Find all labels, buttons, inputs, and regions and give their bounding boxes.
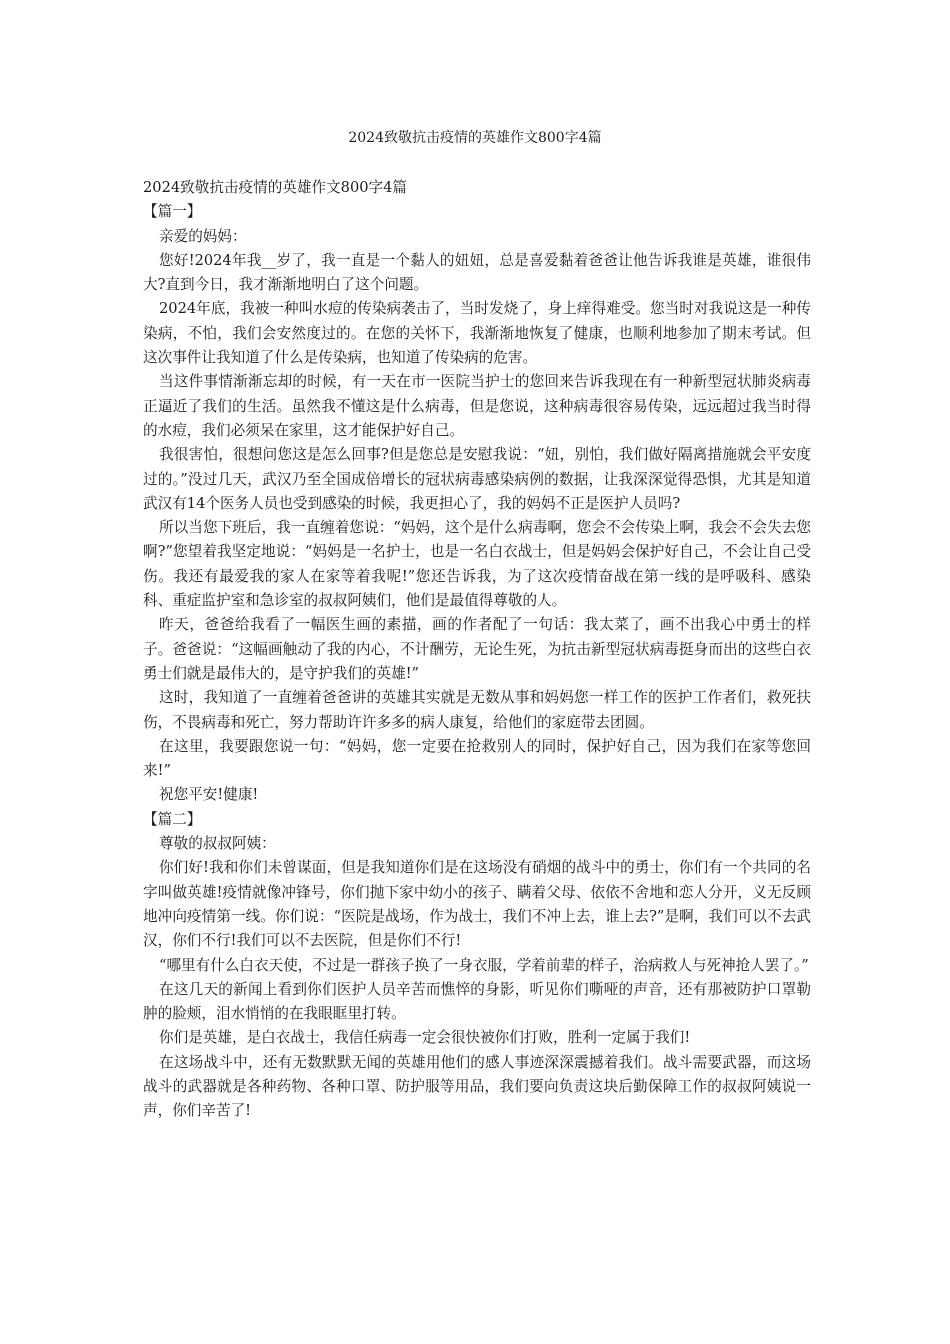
- paragraph: 尊敬的叔叔阿姨：: [159, 835, 276, 853]
- paragraph: 您好!2024年我__岁了，我一直是一个黏人的妞妞，总是喜爱黏着爸爸让他告诉我谁是英雄，谁很伟大?直到今日，我才渐渐地明白了这个问题。: [143, 251, 811, 294]
- paragraph: 在这几天的新闻上看到你们医护人员辛苦而憔悴的身影，听见你们嘶哑的声音，还有那被防护口罩勒肿的脸颊，泪水悄悄的在我眼眶里打转。: [143, 980, 811, 1023]
- paragraph: 当这件事情渐渐忘却的时候，有一天在市一医院当护士的您回来告诉我现在有一种新型冠状肺炎病毒正逼近了我们的生活。虽然我不懂这是什么病毒，但是您说，这种病毒很容易传染，远远超过我当时得的水痘，我们必须呆在家里，这才能保护好自己。: [143, 373, 811, 439]
- section-heading-2: 【篇二】: [143, 810, 202, 828]
- paragraph: 亲爱的妈妈：: [159, 227, 247, 245]
- document-subtitle: 2024致敬抗击疫情的英雄作文800字4篇: [143, 179, 407, 196]
- paragraph: 在这里，我要跟您说一句：“妈妈，您一定要在抢救别人的同时，保护好自己，因为我们在家等您回来!”: [143, 737, 811, 780]
- paragraph: 你们好!我和你们未曾谋面，但是我知道你们是在这场没有硝烟的战斗中的勇士，你们有一个共同的名字叫做英雄!疫情就像冲锋号，你们抛下家中幼小的孩子、瞒着父母、依依不舍地和恋人分开，义无反顾地冲向疫情第一线。你们说：“医院是战场，作为战士，我们不冲上去，谁上去?”是啊，我们可以不去武汉，你们不行!我们可以不去医院，但是你们不行!: [143, 859, 811, 950]
- paragraph: 你们是英雄，是白衣战士，我信任病毒一定会很快被你们打败，胜利一定属于我们!: [159, 1029, 691, 1047]
- document-body: [143, 176, 811, 1124]
- paragraph: 昨天，爸爸给我看了一幅医生画的素描，画的作者配了一句话：我太菜了，画不出我心中勇士的样子。爸爸说：“这幅画触动了我的内心，不计酬劳，无论生死，为抗击新型冠状病毒挺身而出的这些白衣勇士们就是最伟大的，是守护我们的英雄!”: [143, 616, 811, 682]
- paragraph: “哪里有什么白衣天使，不过是一群孩子换了一身衣服，学着前辈的样子，治病救人与死神抢人罢了。”: [159, 956, 809, 974]
- page-title: 2024致敬抗击疫情的英雄作文800字4篇: [348, 130, 602, 146]
- paragraph: 在这场战斗中，还有无数默默无闻的英雄用他们的感人事迹深深震撼着我们。战斗需要武器，而这场战斗的武器就是各种药物、各种口罩、防护服等用品，我们要向负责这块后勤保障工作的叔叔阿姨说一声，你们辛苦了!: [143, 1053, 811, 1120]
- paragraph: 我很害怕，很想问您这是怎么回事?但是您总是安慰我说：“妞，别怕，我们做好隔离措施就会平安度过的。”没过几天，武汉乃至全国成倍增长的冠状病毒感染病例的数据，让我深深觉得恐惧，尤其是知道武汉有14个医务人员也受到感染的时候，我更担心了，我的妈妈不正是医护人员吗?: [143, 446, 811, 512]
- section-heading-1: 【篇一】: [143, 203, 202, 221]
- paragraph: 所以当您下班后，我一直缠着您说：“妈妈，这个是什么病毒啊，您会不会传染上啊，我会不会失去您啊?”您望着我坚定地说：“妈妈是一名护士，也是一名白衣战士，但是妈妈会保护好自己，不会让自己受伤。我还有最爱我的家人在家等着我呢!”您还告诉我，为了这次疫情奋战在第一线的是呼吸科、感染科、重症监护室和急诊室的叔叔阿姨们，他们是最值得尊敬的人。: [143, 519, 811, 610]
- paragraph: 这时，我知道了一直缠着爸爸讲的英雄其实就是无数从事和妈妈您一样工作的医护工作者们，救死扶伤，不畏病毒和死亡，努力帮助许许多多的病人康复，给他们的家庭带去团圆。: [143, 689, 811, 731]
- paragraph: 2024年底，我被一种叫水痘的传染病袭击了，当时发烧了，身上痒得难受。您当时对我说这是一种传染病，不怕，我们会安然度过的。在您的关怀下，我渐渐地恢复了健康，也顺利地参加了期末考试。但这次事件让我知道了什么是传染病，也知道了传染病的危害。: [143, 300, 811, 367]
- paragraph: 祝您平安!健康!: [159, 786, 259, 804]
